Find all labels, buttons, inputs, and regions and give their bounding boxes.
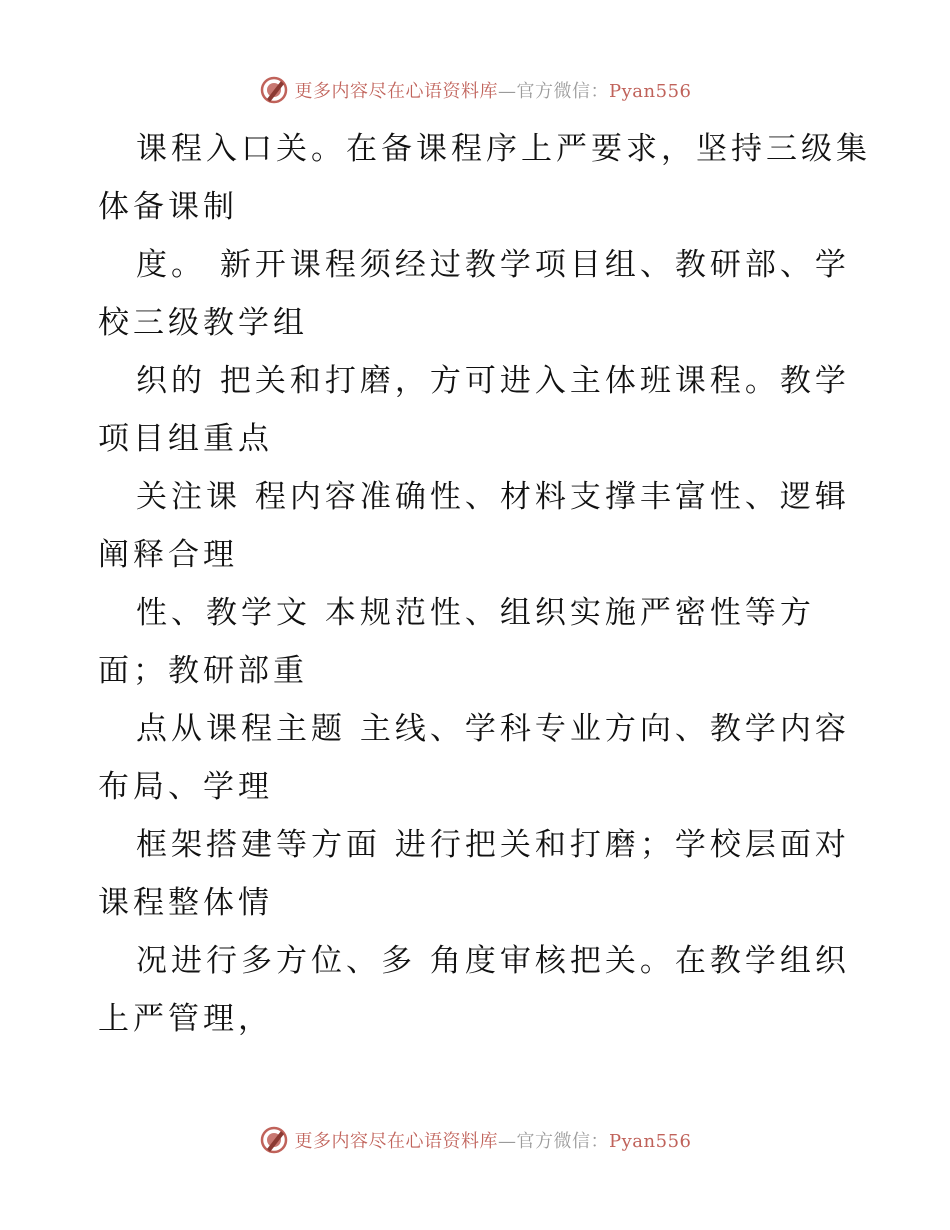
text-line: 课程整体情 xyxy=(98,885,273,921)
text-line: 况进行多方位、多 角度审核把关。在教学组织 xyxy=(136,943,850,979)
text-line: 面；教研部重 xyxy=(98,653,308,689)
watermark-text: 更多内容尽在心语资料库—官方微信：Pyan556 xyxy=(294,1131,692,1152)
text-line: 校三级教学组 xyxy=(98,305,308,341)
footer-watermark xyxy=(0,1120,950,1160)
text-line: 上严管理， xyxy=(98,1001,273,1037)
text-line: 课程入口关。在备课程序上严要求，坚持三级集 xyxy=(136,131,871,167)
text-line: 织的 把关和打磨，方可进入主体班课程。教学 xyxy=(136,363,850,399)
text-line: 阐释合理 xyxy=(98,537,238,573)
text-line: 度。 新开课程须经过教学项目组、教研部、学 xyxy=(136,247,850,283)
text-line: 关注课 程内容准确性、材料支撑丰富性、逻辑 xyxy=(136,479,850,515)
text-line: 性、教学文 本规范性、组织实施严密性等方 xyxy=(136,595,815,631)
text-line: 项目组重点 xyxy=(98,421,273,457)
text-line: 点从课程主题 主线、学科专业方向、教学内容 xyxy=(136,711,850,747)
text-line: 布局、学理 xyxy=(98,769,273,805)
watermark-text: 更多内容尽在心语资料库—官方微信：Pyan556 xyxy=(294,81,692,102)
text-line: 框架搭建等方面 进行把关和打磨；学校层面对 xyxy=(136,827,850,863)
pen-logo-icon xyxy=(259,75,289,105)
document-body xyxy=(98,120,871,1048)
text-line: 体备课制 xyxy=(98,189,238,225)
pen-logo-icon xyxy=(259,1125,289,1155)
header-watermark xyxy=(0,70,950,110)
